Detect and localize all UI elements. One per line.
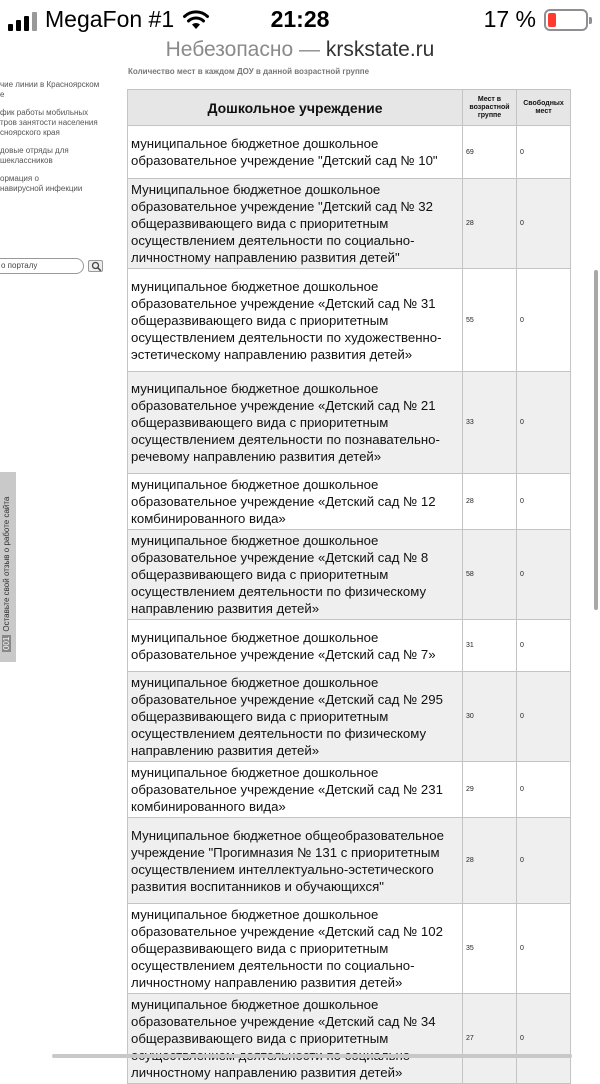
row-name: муниципальное бюджетное дошкольное образовательное учреждение «Детский сад № 8 общеразвивающего вида с приоритетным осуществлением деятельности по физическому направлению развития детей» <box>128 530 463 620</box>
clock: 21:28 <box>270 6 330 32</box>
table-row <box>128 620 571 672</box>
row-places: 28 <box>463 474 517 530</box>
sidebar-link[interactable]: ормация о навирусной инфекции <box>0 174 83 193</box>
domain-label: krskstate.ru <box>325 38 435 61</box>
search-input[interactable]: о порталу <box>0 258 84 274</box>
row-places: 31 <box>463 620 517 672</box>
row-name: муниципальное бюджетное дошкольное образовательное учреждение «Детский сад № 12 комбинированного вида» <box>128 474 463 530</box>
row-name: муниципальное бюджетное дошкольное образовательное учреждение "Детский сад № 10" <box>128 126 463 179</box>
row-free: 0 <box>517 126 571 179</box>
row-free: 0 <box>517 620 571 672</box>
table-row <box>128 372 571 474</box>
table-row <box>128 474 571 530</box>
feedback-number: 001 <box>2 636 11 650</box>
row-free: 0 <box>517 530 571 620</box>
row-free: 0 <box>517 672 571 762</box>
row-name: Муниципальное бюджетное общеобразовательное учреждение "Прогимназия № 131 с приоритетным осуществлением интеллектуально-эстетического развития воспитанников и обучающихся" <box>128 818 463 904</box>
vertical-scrollbar[interactable] <box>594 270 598 610</box>
row-free: 0 <box>517 904 571 994</box>
table-row <box>128 762 571 818</box>
table-header-row <box>128 90 571 126</box>
row-places: 28 <box>463 818 517 904</box>
column-header-free: Свободных мест <box>517 90 571 126</box>
row-name: муниципальное бюджетное дошкольное образовательное учреждение «Детский сад № 34 общеразвивающего вида с приоритетным личностному направлению развития детей» <box>128 994 463 1084</box>
table-row <box>128 818 571 904</box>
row-name: муниципальное бюджетное дошкольное образовательное учреждение «Детский сад № 231 комбинированного вида» <box>128 762 463 818</box>
table-row <box>128 530 571 620</box>
row-name: муниципальное бюджетное дошкольное образовательное учреждение «Детский сад № 21 общеразвивающего вида с приоритетным осуществлением деятельности по познавательно-речевому направлению развития детей» <box>128 372 463 474</box>
row-free: 0 <box>517 179 571 269</box>
table-row <box>128 994 571 1084</box>
row-name: Муниципальное бюджетное дошкольное образовательное учреждение "Детский сад № 32 общеразвивающего вида с приоритетным осуществлением деятельности по социально-личностному направлению развития детей" <box>128 179 463 269</box>
row-free: 0 <box>517 372 571 474</box>
table-row <box>128 904 571 994</box>
row-name: муниципальное бюджетное дошкольное образовательное учреждение «Детский сад № 7» <box>128 620 463 672</box>
sidebar <box>0 80 118 202</box>
horizontal-scrollbar[interactable] <box>52 1054 572 1058</box>
kindergarten-table <box>127 89 570 1084</box>
security-label: Небезопасно — <box>165 38 320 61</box>
row-places: 30 <box>463 672 517 762</box>
portal-search <box>0 258 103 274</box>
battery-percent: 17 % <box>483 6 536 32</box>
row-name: муниципальное бюджетное дошкольное образовательное учреждение «Детский сад № 295 общеразвивающего вида с приоритетным осуществлением деятельности по физическому направлению развития детей» <box>128 672 463 762</box>
row-free: 0 <box>517 269 571 372</box>
row-places: 58 <box>463 530 517 620</box>
table-row <box>128 269 571 372</box>
row-places: 35 <box>463 904 517 994</box>
sidebar-link[interactable]: чие линии в Красноярском е <box>0 80 100 99</box>
table-row <box>128 672 571 762</box>
table-row <box>128 126 571 179</box>
address-bar[interactable] <box>0 34 600 66</box>
column-header-name: Дошкольное учреждение <box>128 90 463 126</box>
row-places: 55 <box>463 269 517 372</box>
sidebar-link[interactable]: фик работы мобильных тров занятости населения сноярского края <box>0 108 98 137</box>
row-name: муниципальное бюджетное дошкольное образовательное учреждение «Детский сад № 102 общеразвивающего вида с приоритетным осуществлением деятельности по социально-личностному направлению развития детей» <box>128 904 463 994</box>
table-caption: Количество мест в каждом ДОУ в данной возрастной группе <box>128 67 370 76</box>
row-places: 29 <box>463 762 517 818</box>
row-free: 0 <box>517 474 571 530</box>
row-places: 33 <box>463 372 517 474</box>
carrier-name: MegaFon #1 <box>45 6 175 32</box>
sidebar-link[interactable]: довые отряды для шеклассников <box>0 146 69 165</box>
search-button[interactable] <box>88 260 103 272</box>
column-header-places: Мест в возрастной группе <box>463 90 517 126</box>
row-places: 28 <box>463 179 517 269</box>
row-name: муниципальное бюджетное дошкольное образовательное учреждение «Детский сад № 31 общеразвивающего вида с приоритетным осуществлением деятельности по художественно-эстетическому направлению развития детей» <box>128 269 463 372</box>
battery-icon <box>544 9 588 31</box>
table-row <box>128 179 571 269</box>
feedback-tab[interactable] <box>0 472 16 662</box>
row-places: 27 <box>463 994 517 1084</box>
search-icon <box>91 261 102 272</box>
row-free: 0 <box>517 818 571 904</box>
row-free: 0 <box>517 994 571 1084</box>
row-places: 69 <box>463 126 517 179</box>
feedback-label: Оставьте свой отзыв о работе сайта <box>2 496 11 632</box>
row-free: 0 <box>517 762 571 818</box>
